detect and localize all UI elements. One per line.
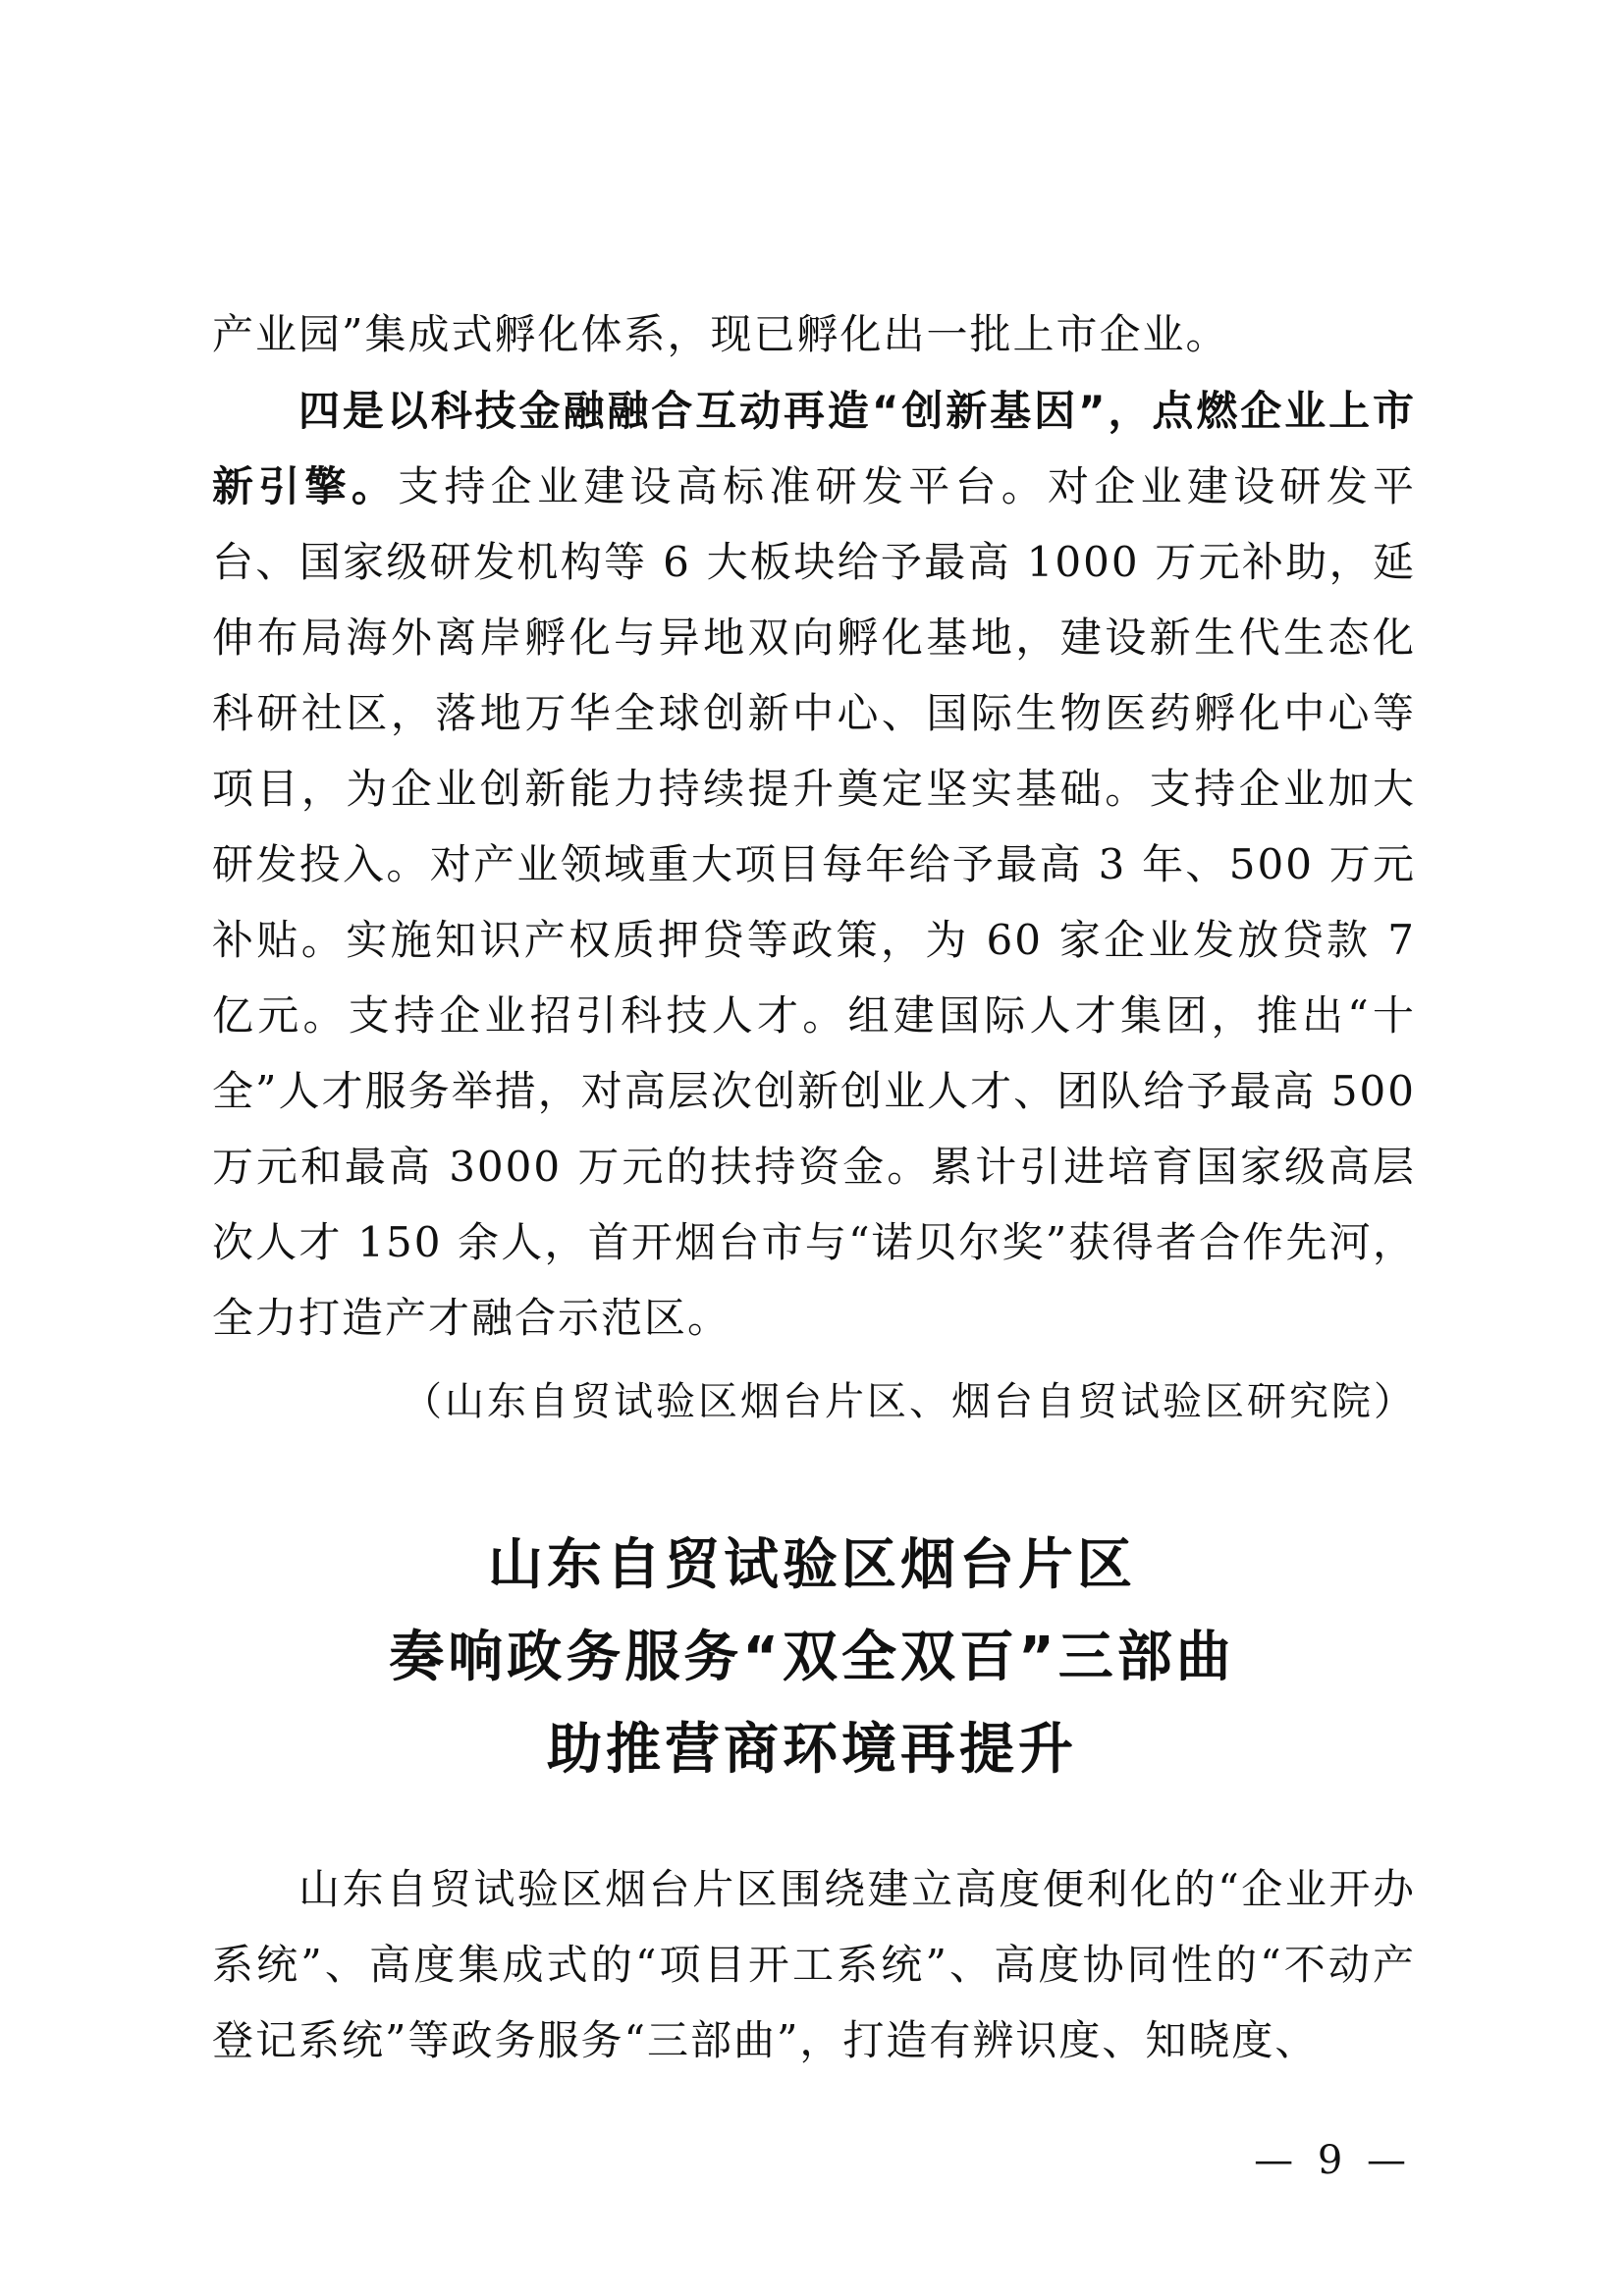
title-line-2: 奏响政务服务“双全双百”三部曲 [389, 1626, 1235, 1689]
paragraph-continuation: 产业园”集成式孵化体系，现已孵化出一批上市企业。 [212, 310, 1229, 358]
paragraph-segment-rd-platform: 支持企业建设高标准研发平台。对企业建设研发平台、国家级研发机构等 6 大板块给予最高 1000 万元补助，延伸布局海外离岸孵化与异地双向孵化基地，建设新生代生态化科研社区，落地万华全球创新中心、国际生物医药孵化中心等项目，为企业创新能力持续提升奠定坚实基础。 [212, 462, 1416, 813]
paragraph-lead-heading: 四是以科技金融融合互动再造“创新基因”，点燃企业上市新引擎。 [212, 387, 1416, 510]
source-attribution: （山东自贸试验区烟台片区、烟台自贸试验区研究院） [403, 1379, 1416, 1424]
paragraph-tech-finance [212, 373, 1416, 1356]
paragraph-segment-rd-investment: 支持企业加大研发投入。对产业领域重大项目每年给予最高 3 年、500 万元补贴。实施知识产权质押贷等政策，为 60 家企业发放贷款 7 亿元。 [212, 765, 1416, 1040]
article-title [0, 1520, 1624, 1796]
paragraph-article-intro: 山东自贸试验区烟台片区围绕建立高度便利化的“企业开办系统”、高度集成式的“项目开工系统”、高度协同性的“不动产登记系统”等政务服务“三部曲”，打造有辨识度、知晓度、 [212, 1865, 1416, 2064]
title-line-3: 助推营商环境再提升 [547, 1718, 1077, 1782]
title-line-1: 山东自贸试验区烟台片区 [488, 1533, 1136, 1597]
paragraph-segment-talent: 支持企业招引科技人才。组建国际人才集团，推出“十全”人才服务举措，对高层次创新创业人才、团队给予最高 500 万元和最高 3000 万元的扶持资金。累计引进培育国家级高层次人才 150 余人，首开烟台市与“诺贝尔奖”获得者合作先河，全力打造产才融合示范区。 [212, 991, 1416, 1342]
page-number: — 9 — [1254, 2138, 1412, 2183]
